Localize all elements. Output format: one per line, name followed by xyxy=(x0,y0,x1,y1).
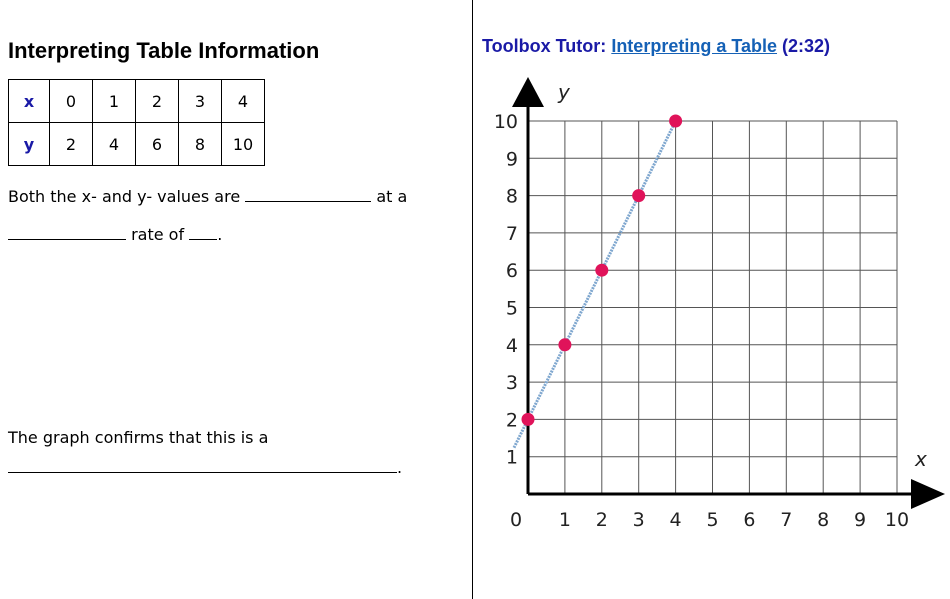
sentence-values-line2 xyxy=(8,225,222,244)
x-tick-label: 9 xyxy=(854,509,867,531)
y-axis-arrow-icon xyxy=(512,77,544,107)
table-cell: 3 xyxy=(179,80,222,123)
table-cell: 8 xyxy=(179,123,222,166)
tick-labels xyxy=(494,80,927,531)
table-cell: 2 xyxy=(50,123,93,166)
x-tick-label: 2 xyxy=(595,509,608,531)
y-tick-label: 4 xyxy=(505,334,518,357)
data-point xyxy=(669,115,682,128)
y-tick-label: 6 xyxy=(505,260,518,283)
fill-in-blank xyxy=(245,200,371,202)
sentence-values-line1 xyxy=(8,187,407,206)
tutor-video-link[interactable]: Interpreting a Table xyxy=(611,36,778,56)
data-point xyxy=(595,264,608,277)
coordinate-graph xyxy=(480,70,946,540)
x-tick-label: 8 xyxy=(817,509,830,531)
table-cell: 1 xyxy=(93,80,136,123)
x-tick-label: 5 xyxy=(706,509,719,531)
table-cell: 4 xyxy=(93,123,136,166)
table-header-y: y xyxy=(9,123,50,166)
table-cell: 4 xyxy=(222,80,265,123)
x-tick-label: 7 xyxy=(780,509,793,531)
data-point xyxy=(522,413,535,426)
y-tick-label: 9 xyxy=(505,148,518,171)
x-tick-label: 3 xyxy=(632,509,645,531)
page-title: Interpreting Table Information xyxy=(8,38,320,63)
data-series xyxy=(514,115,682,448)
table-row-y xyxy=(9,123,265,166)
sentence-text: at a xyxy=(376,187,408,206)
fill-in-blank xyxy=(189,238,217,240)
sentence-text: rate of xyxy=(131,225,185,244)
data-point xyxy=(632,189,645,202)
data-point xyxy=(558,338,571,351)
y-tick-label: 10 xyxy=(493,111,518,133)
x-tick-label: 10 xyxy=(884,509,910,531)
table-header-x: x xyxy=(9,80,50,123)
fill-in-blank xyxy=(8,471,397,473)
sentence-text: The graph confirms that this is a xyxy=(8,428,269,447)
x-tick-label: 4 xyxy=(669,509,682,531)
x-tick-label: 1 xyxy=(558,509,571,531)
y-tick-label: 2 xyxy=(505,409,518,432)
y-tick-label: 5 xyxy=(505,297,518,320)
x-axis-label: x xyxy=(915,447,927,471)
sentence-text: Both the x- and y- values are xyxy=(8,187,241,206)
sentence-graph-line2 xyxy=(8,458,402,477)
table-cell: 0 xyxy=(50,80,93,123)
tutor-duration: (2:32) xyxy=(782,36,831,56)
y-tick-label: 8 xyxy=(505,185,518,208)
axes xyxy=(512,77,945,509)
xy-table xyxy=(8,79,265,166)
fill-in-blank xyxy=(8,238,126,240)
sentence-period: . xyxy=(217,225,223,244)
tutor-prefix: Toolbox Tutor: xyxy=(482,36,607,56)
y-axis-label: y xyxy=(558,80,570,104)
sentence-period: . xyxy=(397,458,403,477)
x-tick-label: 6 xyxy=(743,509,756,531)
table-cell: 2 xyxy=(136,80,179,123)
trend-line xyxy=(514,121,676,448)
page-divider xyxy=(472,0,473,599)
tutor-heading xyxy=(482,36,830,57)
y-tick-label: 7 xyxy=(505,222,518,245)
table-cell: 10 xyxy=(222,123,265,166)
y-tick-label: 3 xyxy=(505,372,518,395)
x-tick-label: 0 xyxy=(510,509,523,531)
sentence-graph-line1 xyxy=(8,428,268,447)
y-tick-label: 1 xyxy=(505,446,518,469)
table-cell: 6 xyxy=(136,123,179,166)
table-row-x xyxy=(9,80,265,123)
x-axis-arrow-icon xyxy=(911,479,945,509)
